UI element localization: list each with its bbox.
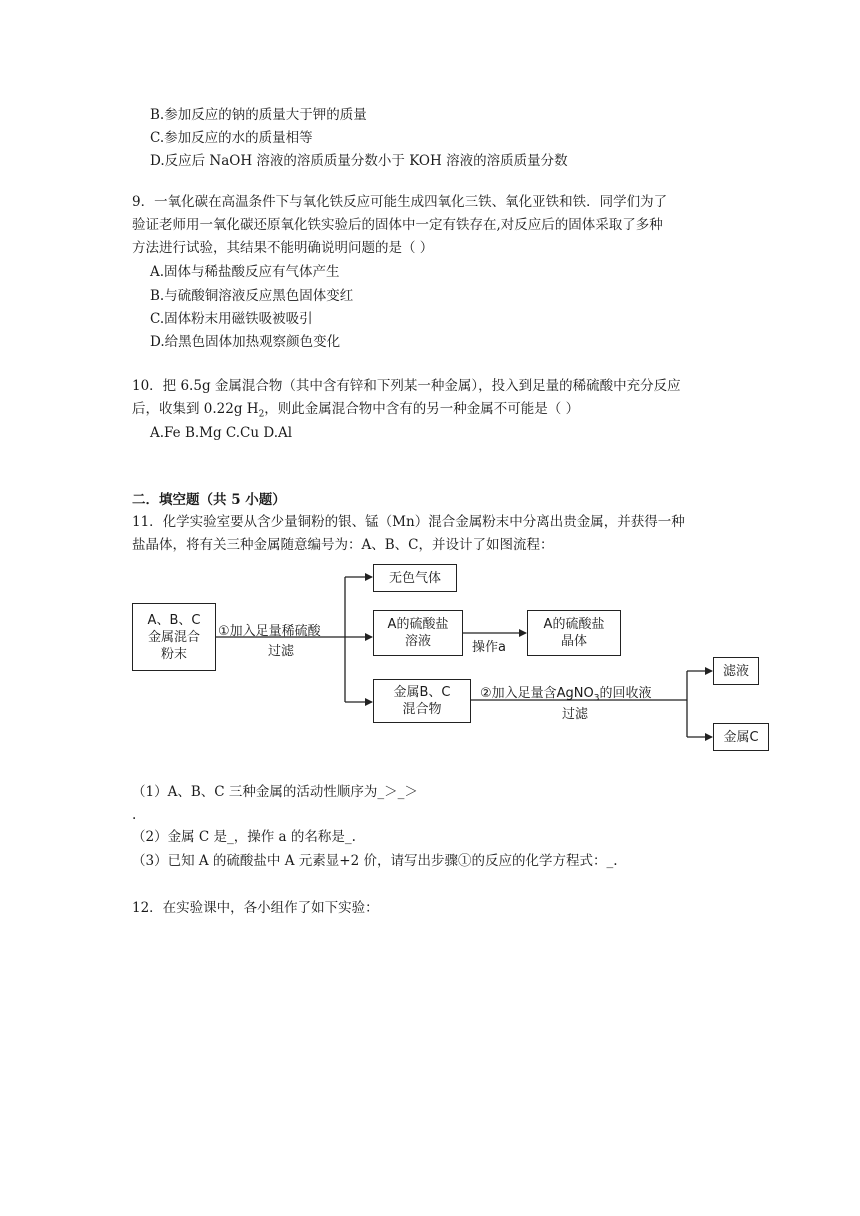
q10-stem-line1: 10．把 6.5g 金属混合物（其中含有锌和下列某一种金属），投入到足量的稀硫酸中充分反应 bbox=[132, 378, 681, 394]
q11-sub3: （3）已知 A 的硫酸盐中 A 元素显+2 价，请写出步骤①的反应的化学方程式：_. bbox=[132, 853, 618, 869]
step1-sublabel: 过滤 bbox=[268, 644, 295, 659]
q10-line2-pre: 后，收集到 0.22g H bbox=[132, 401, 259, 417]
gas-box bbox=[373, 564, 457, 592]
step2-label-post: 的回收液 bbox=[599, 686, 652, 701]
q9-option-d: D.给黑色固体加热观察颜色变化 bbox=[150, 334, 341, 350]
q11-sub1: （1）A、B、C 三种金属的活动性顺序为_＞_＞ bbox=[132, 784, 418, 800]
metal-c-box bbox=[713, 723, 769, 751]
step2-label bbox=[480, 682, 652, 704]
q9-stem-line1: 9．一氧化碳在高温条件下与氧化铁反应可能生成四氧化三铁、氧化亚铁和铁．同学们为了 bbox=[132, 194, 668, 210]
solution-box bbox=[373, 610, 463, 656]
step2-sublabel: 过滤 bbox=[562, 707, 589, 722]
q9-option-a: A.固体与稀盐酸反应有气体产生 bbox=[150, 264, 340, 280]
q8-option-c: C.参加反应的水的质量相等 bbox=[150, 130, 313, 146]
operation-a-label: 操作a bbox=[472, 640, 506, 655]
start-line1: A、B、C bbox=[147, 612, 201, 628]
q11-stem-line1: 11．化学实验室要从含少量铜粉的银、锰（Mn）混合金属粉末中分离出贵金属，并获得一种 bbox=[132, 514, 685, 530]
q9-stem-line2: 验证老师用一氧化碳还原氧化铁实验后的固体中一定有铁存在,对反应后的固体采取了多种 bbox=[132, 217, 663, 233]
step1-label: ①加入足量稀硫酸 bbox=[218, 624, 321, 639]
gas-label: 无色气体 bbox=[388, 570, 441, 586]
crystal-line2: 晶体 bbox=[560, 634, 587, 649]
q9-stem-line3: 方法进行试验，其结果不能明确说明问题的是（ ） bbox=[132, 240, 434, 256]
q11-stem-line2: 盐晶体，将有关三种金属随意编号为：A、B、C，并设计了如图流程： bbox=[132, 537, 554, 553]
q10-line2-post: ，则此金属混合物中含有的另一种金属不可能是（ ） bbox=[264, 401, 580, 417]
q12-stem: 12．在实验课中，各小组作了如下实验： bbox=[132, 900, 379, 916]
filtrate-label: 滤液 bbox=[722, 663, 749, 679]
start-powder-box bbox=[132, 603, 216, 671]
mixture-box bbox=[373, 679, 471, 723]
mixture-line1: 金属B、C bbox=[393, 685, 451, 700]
step2-label-pre: ②加入足量含AgNO bbox=[480, 686, 594, 701]
q9-option-c: C.固体粉末用磁铁吸被吸引 bbox=[150, 311, 313, 327]
start-line3: 粉末 bbox=[160, 646, 187, 662]
q10-options: A.Fe B.Mg C.Cu D.Al bbox=[150, 425, 293, 441]
solution-line1: A的硫酸盐 bbox=[387, 617, 449, 632]
metal-c-label: 金属C bbox=[723, 729, 759, 745]
q10-h2-subscript: 2 bbox=[258, 409, 265, 420]
section-heading: 二．填空题（共 5 小题） bbox=[132, 492, 286, 508]
filtrate-box bbox=[713, 657, 759, 685]
solution-line2: 溶液 bbox=[404, 634, 431, 649]
mixture-line2: 混合物 bbox=[402, 702, 442, 717]
q8-option-b: B.参加反应的钠的质量大于钾的质量 bbox=[150, 107, 367, 123]
q11-sub1-dot: . bbox=[132, 807, 137, 823]
q11-sub2: （2）金属 C 是_，操作 a 的名称是_. bbox=[132, 829, 356, 845]
start-line2: 金属混合 bbox=[147, 629, 200, 645]
q9-option-b: B.与硫酸铜溶液反应黑色固体变红 bbox=[150, 288, 354, 304]
crystal-line1: A的硫酸盐 bbox=[543, 617, 605, 632]
crystal-box bbox=[527, 610, 621, 656]
q8-option-d: D.反应后 NaOH 溶液的溶质质量分数小于 KOH 溶液的溶质质量分数 bbox=[150, 153, 568, 169]
step2-subscript: 3 bbox=[593, 693, 600, 704]
